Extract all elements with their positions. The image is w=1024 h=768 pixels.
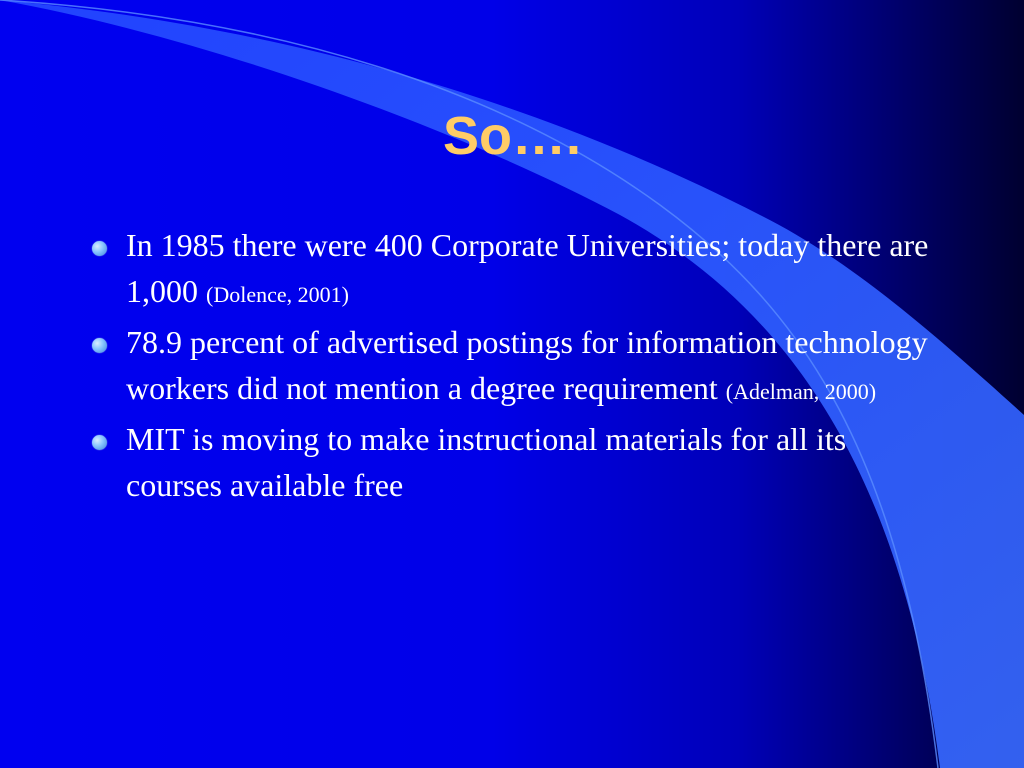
bullet-dot-icon — [92, 338, 107, 353]
citation: (Dolence, 2001) — [206, 282, 349, 307]
bullet-item-it-postings — [90, 319, 950, 411]
bullet-text: MIT is moving to make instructional materials for all its courses available free — [126, 421, 847, 503]
slide-title: So…. — [442, 106, 581, 166]
citation: (Adelman, 2000) — [725, 379, 877, 404]
bullet-item-corporate-universities — [90, 222, 950, 314]
bullet-text: In 1985 there were 400 Corporate Universities; today there are 1,000 — [126, 227, 929, 309]
bullet-item-mit-materials — [90, 416, 950, 508]
bullet-dot-icon — [92, 241, 107, 256]
bullet-dot-icon — [92, 435, 107, 450]
bullet-text: 78.9 percent of advertised postings for information technology workers did not mention a degree requirement — [126, 324, 928, 406]
bullet-list — [90, 222, 950, 513]
